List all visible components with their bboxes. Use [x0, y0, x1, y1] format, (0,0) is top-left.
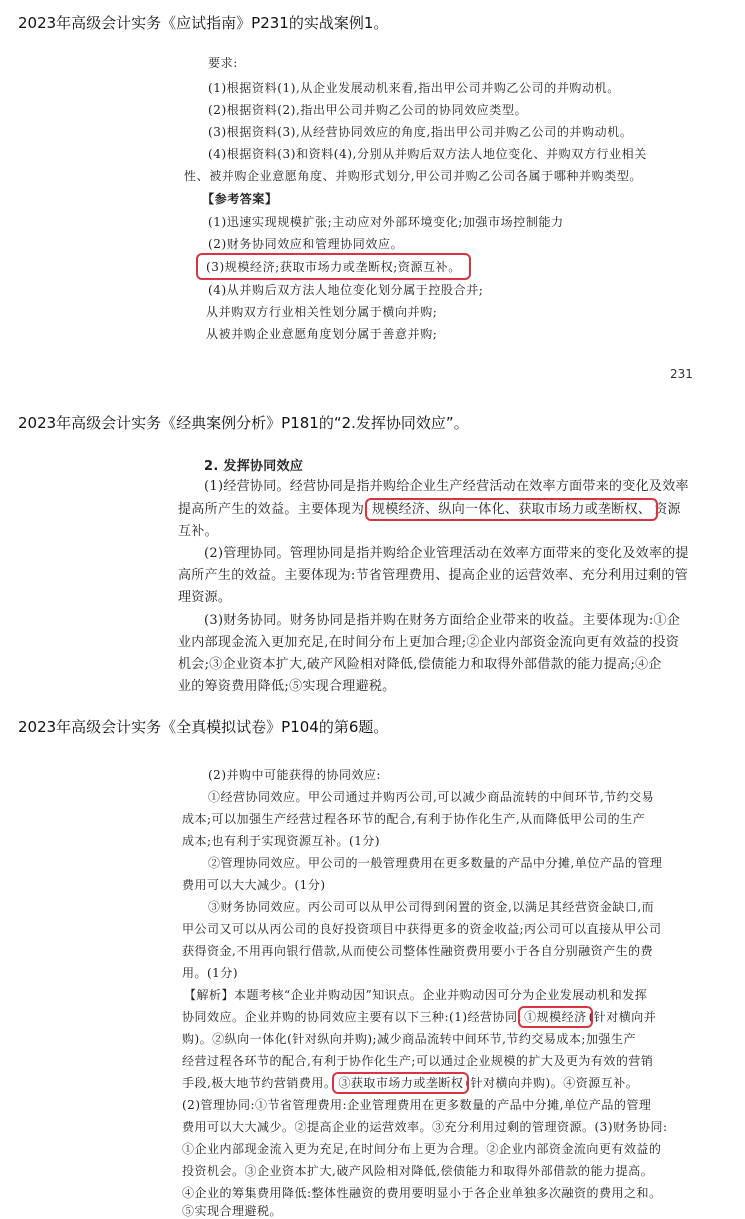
answer-line-9: 用。(1分)	[182, 966, 238, 980]
financial-synergy-line-3: 机会;③企业资本扩大,破产风险相对降低,偿债能力和取得外部借款的能力提高;④企	[178, 657, 662, 672]
analysis-line-10: ④企业的筹集费用降低:整体性融资的费用要明显小于各企业单独多次融资的费用之和。	[182, 1186, 662, 1200]
analysis-line-2-prefix: 协同效应。企业并购的协同效应主要有以下三种:(1)经营协同:	[182, 1010, 523, 1024]
requirements-label: 要求:	[208, 56, 238, 70]
answer-line-3: 成本;也有利于实现资源互补。(1分)	[182, 834, 381, 848]
operating-synergy-highlight: 规模经济、纵向一体化、获取市场力或垄断权、	[369, 502, 654, 517]
analysis-line-5	[182, 1074, 638, 1091]
analysis-line-5-prefix: 手段,极大地节约营销费用。	[182, 1076, 337, 1090]
financial-synergy-line-1: (3)财务协同。财务协同是指并购在财务方面给企业带来的收益。主要体现为:①企	[204, 613, 681, 628]
analysis-line-4: 经营过程各环节的配合,有利于协作化生产;可以通过企业规模的扩大及更为有效的营销	[182, 1054, 654, 1068]
management-synergy-line-2: 高所产生的效益。主要体现为:节省管理费用、提高企业的运营效率、充分利用过剩的管	[178, 568, 689, 583]
heading-section-3: 2023年高级会计实务《全真模拟试卷》P104的第6题。	[18, 718, 389, 736]
answer-line-5: 费用可以大大减少。(1分)	[182, 878, 326, 892]
analysis-line-7: 费用可以大大减少。②提高企业的运营效率。③充分利用过剩的管理资源。(3)财务协同:	[182, 1120, 668, 1134]
analysis-highlight-scale-economy: ①规模经济	[524, 1010, 587, 1024]
financial-synergy-line-4: 业的筹资费用降低;⑤实现合理避税。	[178, 679, 396, 694]
answer-line-7: 甲公司又可以从丙公司的良好投资项目中获得更多的资金收益;丙公司可以直接从甲公司	[182, 922, 662, 936]
answer-2: (2)财务协同效应和管理协同效应。	[208, 237, 404, 251]
analysis-highlight-market-power: ③获取市场力或垄断权	[338, 1076, 464, 1090]
heading-section-1: 2023年高级会计实务《应试指南》P231的实战案例1。	[18, 14, 389, 32]
analysis-line-9: 投资机会。③企业资本扩大,破产风险相对降低,偿债能力和取得外部借款的能力提高。	[182, 1164, 654, 1178]
operating-synergy-suffix: 资源	[654, 502, 681, 517]
analysis-line-3: 购)。②纵向一体化(针对纵向并购);减少商品流转中间环节,节约交易成本;加强生产	[182, 1032, 636, 1046]
answer-line-4: ②管理协同效应。甲公司的一般管理费用在更多数量的产品中分摊,单位产品的管理	[208, 856, 663, 870]
requirement-4-line-2: 性、被并购企业意愿角度、并购形式划分,甲公司并购乙公司各属于哪种并购类型。	[184, 169, 643, 183]
operating-synergy-prefix: 提高所产生的效益。主要体现为:	[178, 502, 369, 517]
answer-3-highlighted: (3)规模经济;获取市场力或垄断权;资源互补。	[200, 257, 467, 276]
analysis-line-2-suffix: (针对横向并	[588, 1010, 657, 1024]
management-synergy-line-1: (2)管理协同。管理协同是指并购给企业管理活动在效率方面带来的变化及效率的提	[204, 546, 689, 561]
operating-synergy-line-3: 互补。	[178, 524, 218, 539]
analysis-line-2	[182, 1008, 656, 1025]
answer-4-line-1: (4)从并购后双方法人地位变化划分属于控股合并;	[208, 283, 484, 297]
analysis-line-5-suffix: (针对横向并购)。④资源互补。	[465, 1076, 639, 1090]
financial-synergy-line-2: 业内部现金流入更加充足,在时间分布上更加合理;②企业内部资金流向更有效益的投资	[178, 635, 680, 650]
answer-line-8: 获得资金,不用再向银行借款,从而使公司整体性融资费用要小于各自分别融资产生的费	[182, 944, 654, 958]
analysis-line-6: (2)管理协同:①节省管理费用:企业管理费用在更多数量的产品中分摊,单位产品的管理	[182, 1098, 652, 1112]
answer-4-line-3: 从被并购企业意愿角度划分属于善意并购;	[206, 327, 438, 341]
requirement-3: (3)根据资料(3),从经营协同效应的角度,指出甲公司并购乙公司的并购动机。	[208, 125, 633, 139]
reference-answer-label: 【参考答案】	[202, 192, 278, 206]
answer-line-1: ①经营协同效应。甲公司通过并购丙公司,可以减少商品流转的中间环节,节约交易	[208, 790, 655, 804]
heading-section-2: 2023年高级会计实务《经典案例分析》P181的“2.发挥协同效应”。	[18, 414, 469, 432]
analysis-line-1: 【解析】本题考核“企业并购动因”知识点。企业并购动因可分为企业发展动机和发挥	[184, 988, 648, 1002]
answer-4-line-2: 从并购双方行业相关性划分属于横向并购;	[206, 305, 438, 319]
synergy-intro: (2)并购中可能获得的协同效应:	[208, 768, 382, 782]
answer-1: (1)迅速实现规模扩张;主动应对外部环境变化;加强市场控制能力	[208, 215, 564, 229]
operating-synergy-line-1: (1)经营协同。经营协同是指并购给企业生产经营活动在效率方面带来的变化及效率	[204, 479, 689, 494]
section-2-title: 2. 发挥协同效应	[204, 459, 304, 474]
management-synergy-line-3: 理资源。	[178, 590, 232, 605]
answer-line-2: 成本;可以加强生产经营过程各环节的配合,有利于协作化生产,从而降低甲公司的生产	[182, 812, 646, 826]
requirement-4-line-1: (4)根据资料(3)和资料(4),分别从并购后双方法人地位变化、并购双方行业相关	[208, 147, 647, 161]
analysis-line-11: ⑤实现合理避税。	[182, 1204, 283, 1218]
page-number: 231	[670, 367, 693, 381]
requirement-1: (1)根据资料(1),从企业发展动机来看,指出甲公司并购乙公司的并购动机。	[208, 81, 620, 95]
operating-synergy-line-2	[178, 498, 681, 517]
requirement-2: (2)根据资料(2),指出甲公司并购乙公司的协同效应类型。	[208, 103, 528, 117]
analysis-line-8: ①企业内部现金流入更为充足,在时间分布上更为合理。②企业内部资金流向更有效益的	[182, 1142, 662, 1156]
answer-line-6: ③财务协同效应。丙公司可以从甲公司得到闲置的资金,以满足其经营资金缺口,而	[208, 900, 655, 914]
